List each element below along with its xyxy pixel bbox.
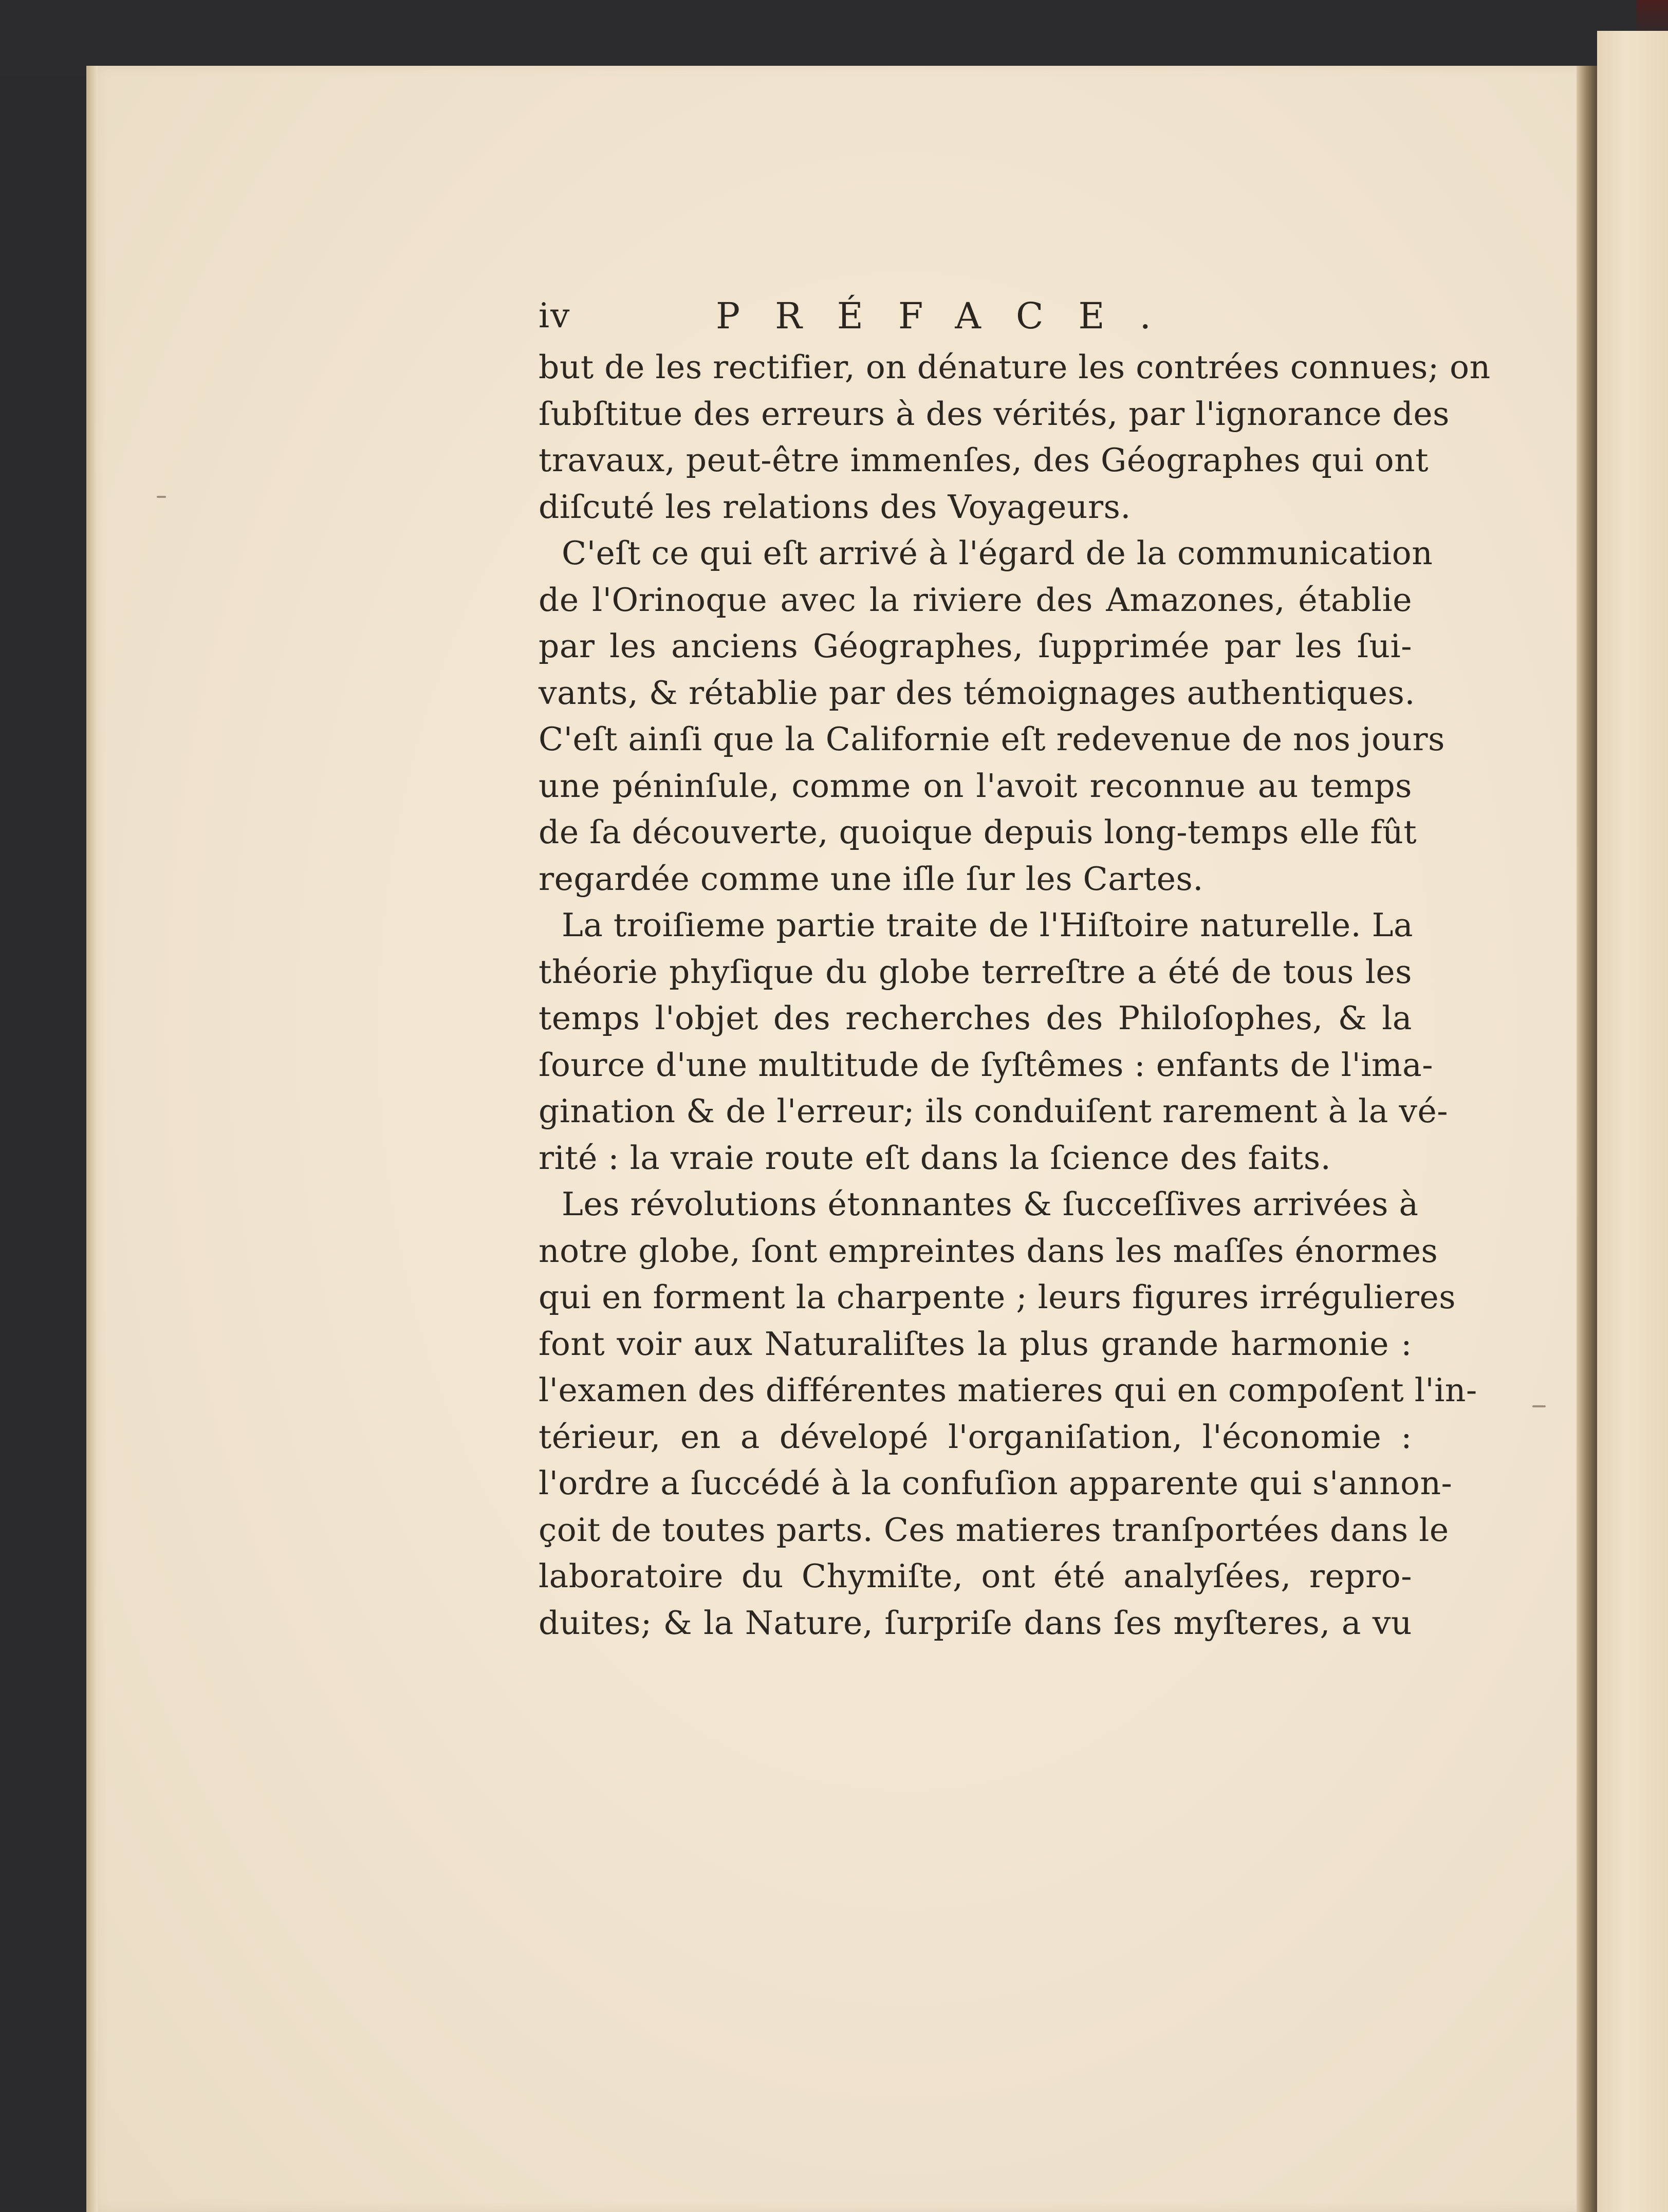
text-line: gination & de l'erreur; ils conduiſent rarement à la vé- [539, 1092, 1449, 1130]
text-line: rité : la vraie route eſt dans la ſcience des faits. [539, 1139, 1331, 1177]
facing-page-edge [1597, 31, 1668, 2212]
page-left-edge [86, 66, 98, 2212]
text-line: vants, & rétablie par des témoignages authentiques. [539, 674, 1415, 712]
page-title: PRÉFACE. [716, 295, 1186, 337]
text-line: notre globe, ſont empreintes dans les maſſes énormes [539, 1232, 1438, 1270]
text-line: une péninſule, comme on l'avoit reconnue au temps [539, 767, 1412, 805]
text-line: but de les rectifier, on dénature les contrées connues; on [539, 348, 1491, 386]
text-line: C'eſt ainſi que la Californie eſt redevenue de nos jours [539, 720, 1445, 758]
page-gutter [1577, 66, 1597, 2212]
running-head [539, 288, 1412, 344]
page-number: iv [539, 296, 571, 336]
text-line: l'examen des différentes matieres qui en compoſent l'in- [539, 1371, 1477, 1409]
text-line: par les anciens Géographes, ſupprimée par les ſui- [539, 627, 1412, 665]
page-speck [157, 496, 166, 498]
text-line: çoit de toutes parts. Ces matieres tranſportées dans le [539, 1511, 1449, 1549]
text-line: temps l'objet des recherches des Philoſophes, & la [539, 999, 1412, 1037]
text-line: diſcuté les relations des Voyageurs. [539, 488, 1131, 526]
text-line: Les révolutions étonnantes & ſucceſſives arrivées à [562, 1185, 1419, 1223]
text-line: travaux, peut-être immenſes, des Géographes qui ont [539, 441, 1429, 479]
text-line: qui en forment la charpente ; leurs figures irrégulieres [539, 1278, 1456, 1316]
text-line: de ſa découverte, quoique depuis long-temps elle fût [539, 813, 1417, 851]
text-line: ſource d'une multitude de ſyſtêmes : enfants de l'ima- [539, 1046, 1434, 1084]
text-line: duites; & la Nature, ſurpriſe dans ſes myſteres, a vu [539, 1604, 1412, 1642]
page-text-block [539, 288, 1491, 1646]
text-line: ſubſtitue des erreurs à des vérités, par l'ignorance des [539, 395, 1450, 433]
body-text [539, 344, 1491, 1646]
text-line: l'ordre a ſuccédé à la confuſion apparente qui s'annon- [539, 1464, 1453, 1502]
text-line: de l'Orinoque avec la riviere des Amazones, établie [539, 581, 1412, 619]
text-line: C'eſt ce qui eſt arrivé à l'égard de la communication [562, 534, 1433, 572]
text-line: La troiſieme partie traite de l'Hiſtoire naturelle. La [562, 906, 1414, 944]
text-line: font voir aux Naturaliſtes la plus grande harmonie : [539, 1325, 1412, 1363]
text-line: regardée comme une iſle ſur les Cartes. [539, 860, 1203, 898]
text-line: térieur, en a dévelopé l'organiſation, l'économie : [539, 1418, 1412, 1456]
text-line: théorie phyſique du globe terreſtre a été de tous les [539, 953, 1412, 991]
page-speck [1532, 1405, 1546, 1407]
text-line: laboratoire du Chymiſte, ont été analyſées, repro- [539, 1557, 1412, 1595]
